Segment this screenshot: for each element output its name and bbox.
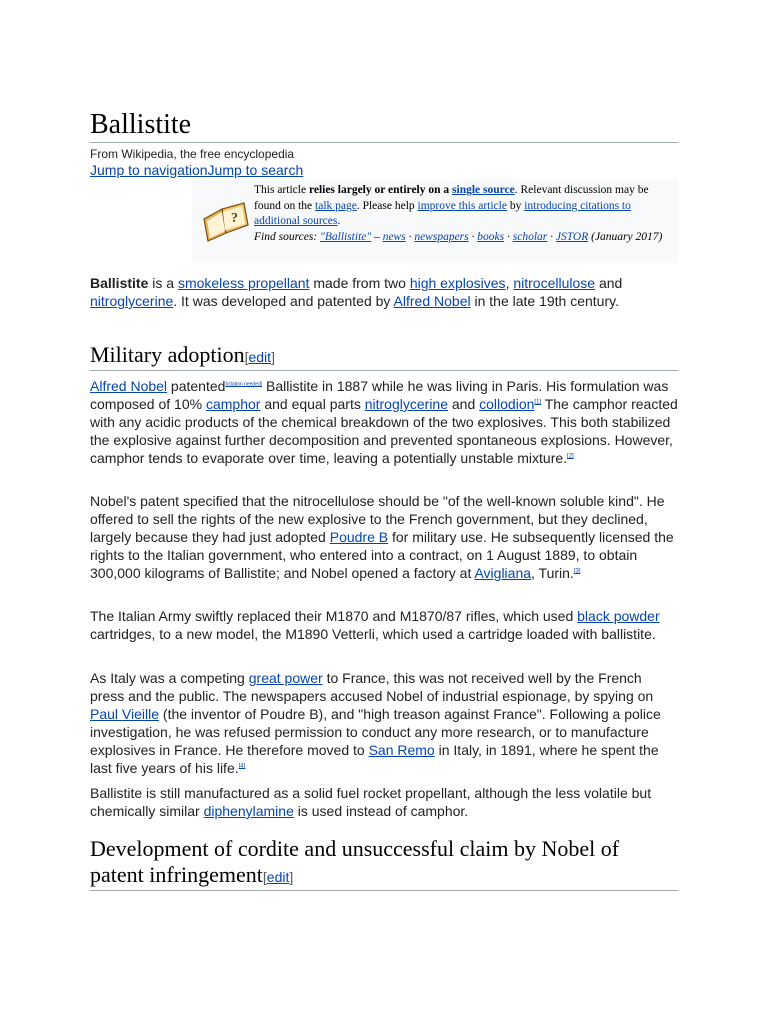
poudre-b-link[interactable]: Poudre B: [329, 529, 389, 545]
diphenylamine-link[interactable]: diphenylamine: [203, 803, 294, 819]
paragraph: Ballistite is still manufactured as a solid fuel rocket propellant, although the less volatile but chemically similar diphenylamine is used instead of camphor.: [90, 785, 652, 819]
citation-needed-link[interactable]: [citation needed]: [225, 381, 263, 388]
find-sources-query-link[interactable]: "Ballistite": [320, 230, 372, 243]
section-heading-military-adoption: Military adoption[edit]: [90, 342, 678, 371]
find-sources-books-link[interactable]: books: [477, 230, 505, 243]
talk-page-link[interactable]: talk page: [315, 199, 357, 212]
single-source-notice: [192, 179, 678, 263]
camphor-link[interactable]: camphor: [205, 396, 261, 412]
svg-text:?: ?: [231, 211, 238, 226]
find-sources-jstor-link[interactable]: JSTOR: [555, 230, 589, 243]
single-source-link[interactable]: single source: [452, 184, 515, 196]
alfred-nobel-link[interactable]: Alfred Nobel: [393, 293, 471, 309]
edit-section: [edit]: [262, 869, 294, 885]
page-title: Ballistite: [90, 108, 678, 143]
find-sources-newspapers-link[interactable]: newspapers: [414, 230, 469, 243]
edit-section-link[interactable]: edit: [248, 349, 272, 365]
edit-section: [edit]: [244, 349, 275, 365]
find-sources-news-link[interactable]: news: [382, 230, 406, 243]
paragraph: The Italian Army swiftly replaced their M1870 and M1870/87 rifles, which used black powder cartridges, to a new model, the M1890 Vetterli, which used a cartridge loaded with ballistite.: [90, 608, 660, 642]
paul-vieille-link[interactable]: Paul Vieille: [90, 706, 160, 722]
nitroglycerine-link[interactable]: nitroglycerine: [90, 293, 174, 309]
site-tagline: From Wikipedia, the free encyclopedia: [90, 147, 295, 161]
high-explosives-link[interactable]: high explosives: [409, 275, 506, 291]
paragraph: Nobel's patent specified that the nitrocellulose should be "of the well-known soluble kind". He offered to sell the rights of the new explosive to the French government, but they declined, largely because they had just adopted Poudre B for military use. He subsequently licensed the rights to the Italian government, who entered into a contract, on 1 August 1889, to obtain 300,000 kilograms of Ballistite; and Nobel opened a factory at Avigliana, Turin.[3]: [90, 493, 674, 581]
reference-link[interactable]: [4]: [238, 763, 246, 770]
paragraph: As Italy was a competing great power to France, this was not received well by the French press and the public. The newspapers accused Nobel of industrial espionage, by spying on Paul Vieille (the inventor of Poudre B), and "high treason against France". Following a police investigation, he was refused permission to conduct any more research, or to manufacture explosives in France. He therefore moved to San Remo in Italy, in 1891, where he spent the last five years of his life.[4]: [90, 670, 661, 776]
black-powder-link[interactable]: black powder: [577, 608, 660, 624]
smokeless-propellant-link[interactable]: smokeless propellant: [177, 275, 310, 291]
find-sources: Find sources: "Ballistite" – news · newspapers · books · scholar · JSTOR (January 2017): [254, 230, 663, 243]
reference-link[interactable]: [3]: [573, 568, 581, 575]
reference-link[interactable]: [2]: [567, 453, 574, 460]
great-power-link[interactable]: great power: [248, 670, 323, 686]
paragraph: Alfred Nobel patented[citation needed] Ballistite in 1887 while he was living in Paris. His formulation was composed of 10% camphor and equal parts nitroglycerine and collodion[1] The camphor reacted with any acidic products of the chemical breakdown of the two explosives. This both stabilized the explosive against further decomposition and prevented spontaneous explosions. However, camphor tends to evaporate over time, leaving a potentially unstable mixture.[2]: [90, 378, 678, 466]
alfred-nobel-link[interactable]: Alfred Nobel: [90, 378, 168, 394]
section-heading-cordite: Development of cordite and unsuccessful claim by Nobel of patent infringement[edit]: [90, 836, 678, 891]
introducing-citations-link[interactable]: introducing citations to additional sources: [254, 199, 631, 227]
jump-to-navigation-link[interactable]: Jump to navigation: [90, 162, 208, 178]
jump-links: [90, 162, 303, 178]
notice-text: This article relies largely or entirely on a single source. Relevant discussion may be found on the talk page. Please help improve this article by introducing citations to additional sources. Find sources: "Ballistite" – news · newspapers · books · scholar · JSTOR (January 2017): [254, 184, 663, 243]
reference-link[interactable]: [1]: [534, 399, 542, 406]
intro-paragraph: Ballistite is a smokeless propellant made from two high explosives, nitrocellulose and nitroglycerine. It was developed and patented by Alfred Nobel in the late 19th century.: [90, 275, 623, 309]
avigliana-link[interactable]: Avigliana: [474, 565, 532, 581]
edit-section-link[interactable]: edit: [266, 869, 290, 885]
book-question-icon: [200, 197, 252, 243]
find-sources-scholar-link[interactable]: scholar: [512, 230, 548, 243]
san-remo-link[interactable]: San Remo: [368, 742, 435, 758]
improve-article-link[interactable]: improve this article: [417, 199, 507, 212]
nitrocellulose-link[interactable]: nitrocellulose: [513, 275, 596, 291]
nitroglycerine-link[interactable]: nitroglycerine: [364, 396, 448, 412]
collodion-link[interactable]: collodion: [479, 396, 535, 412]
jump-to-search-link[interactable]: Jump to search: [207, 162, 304, 178]
